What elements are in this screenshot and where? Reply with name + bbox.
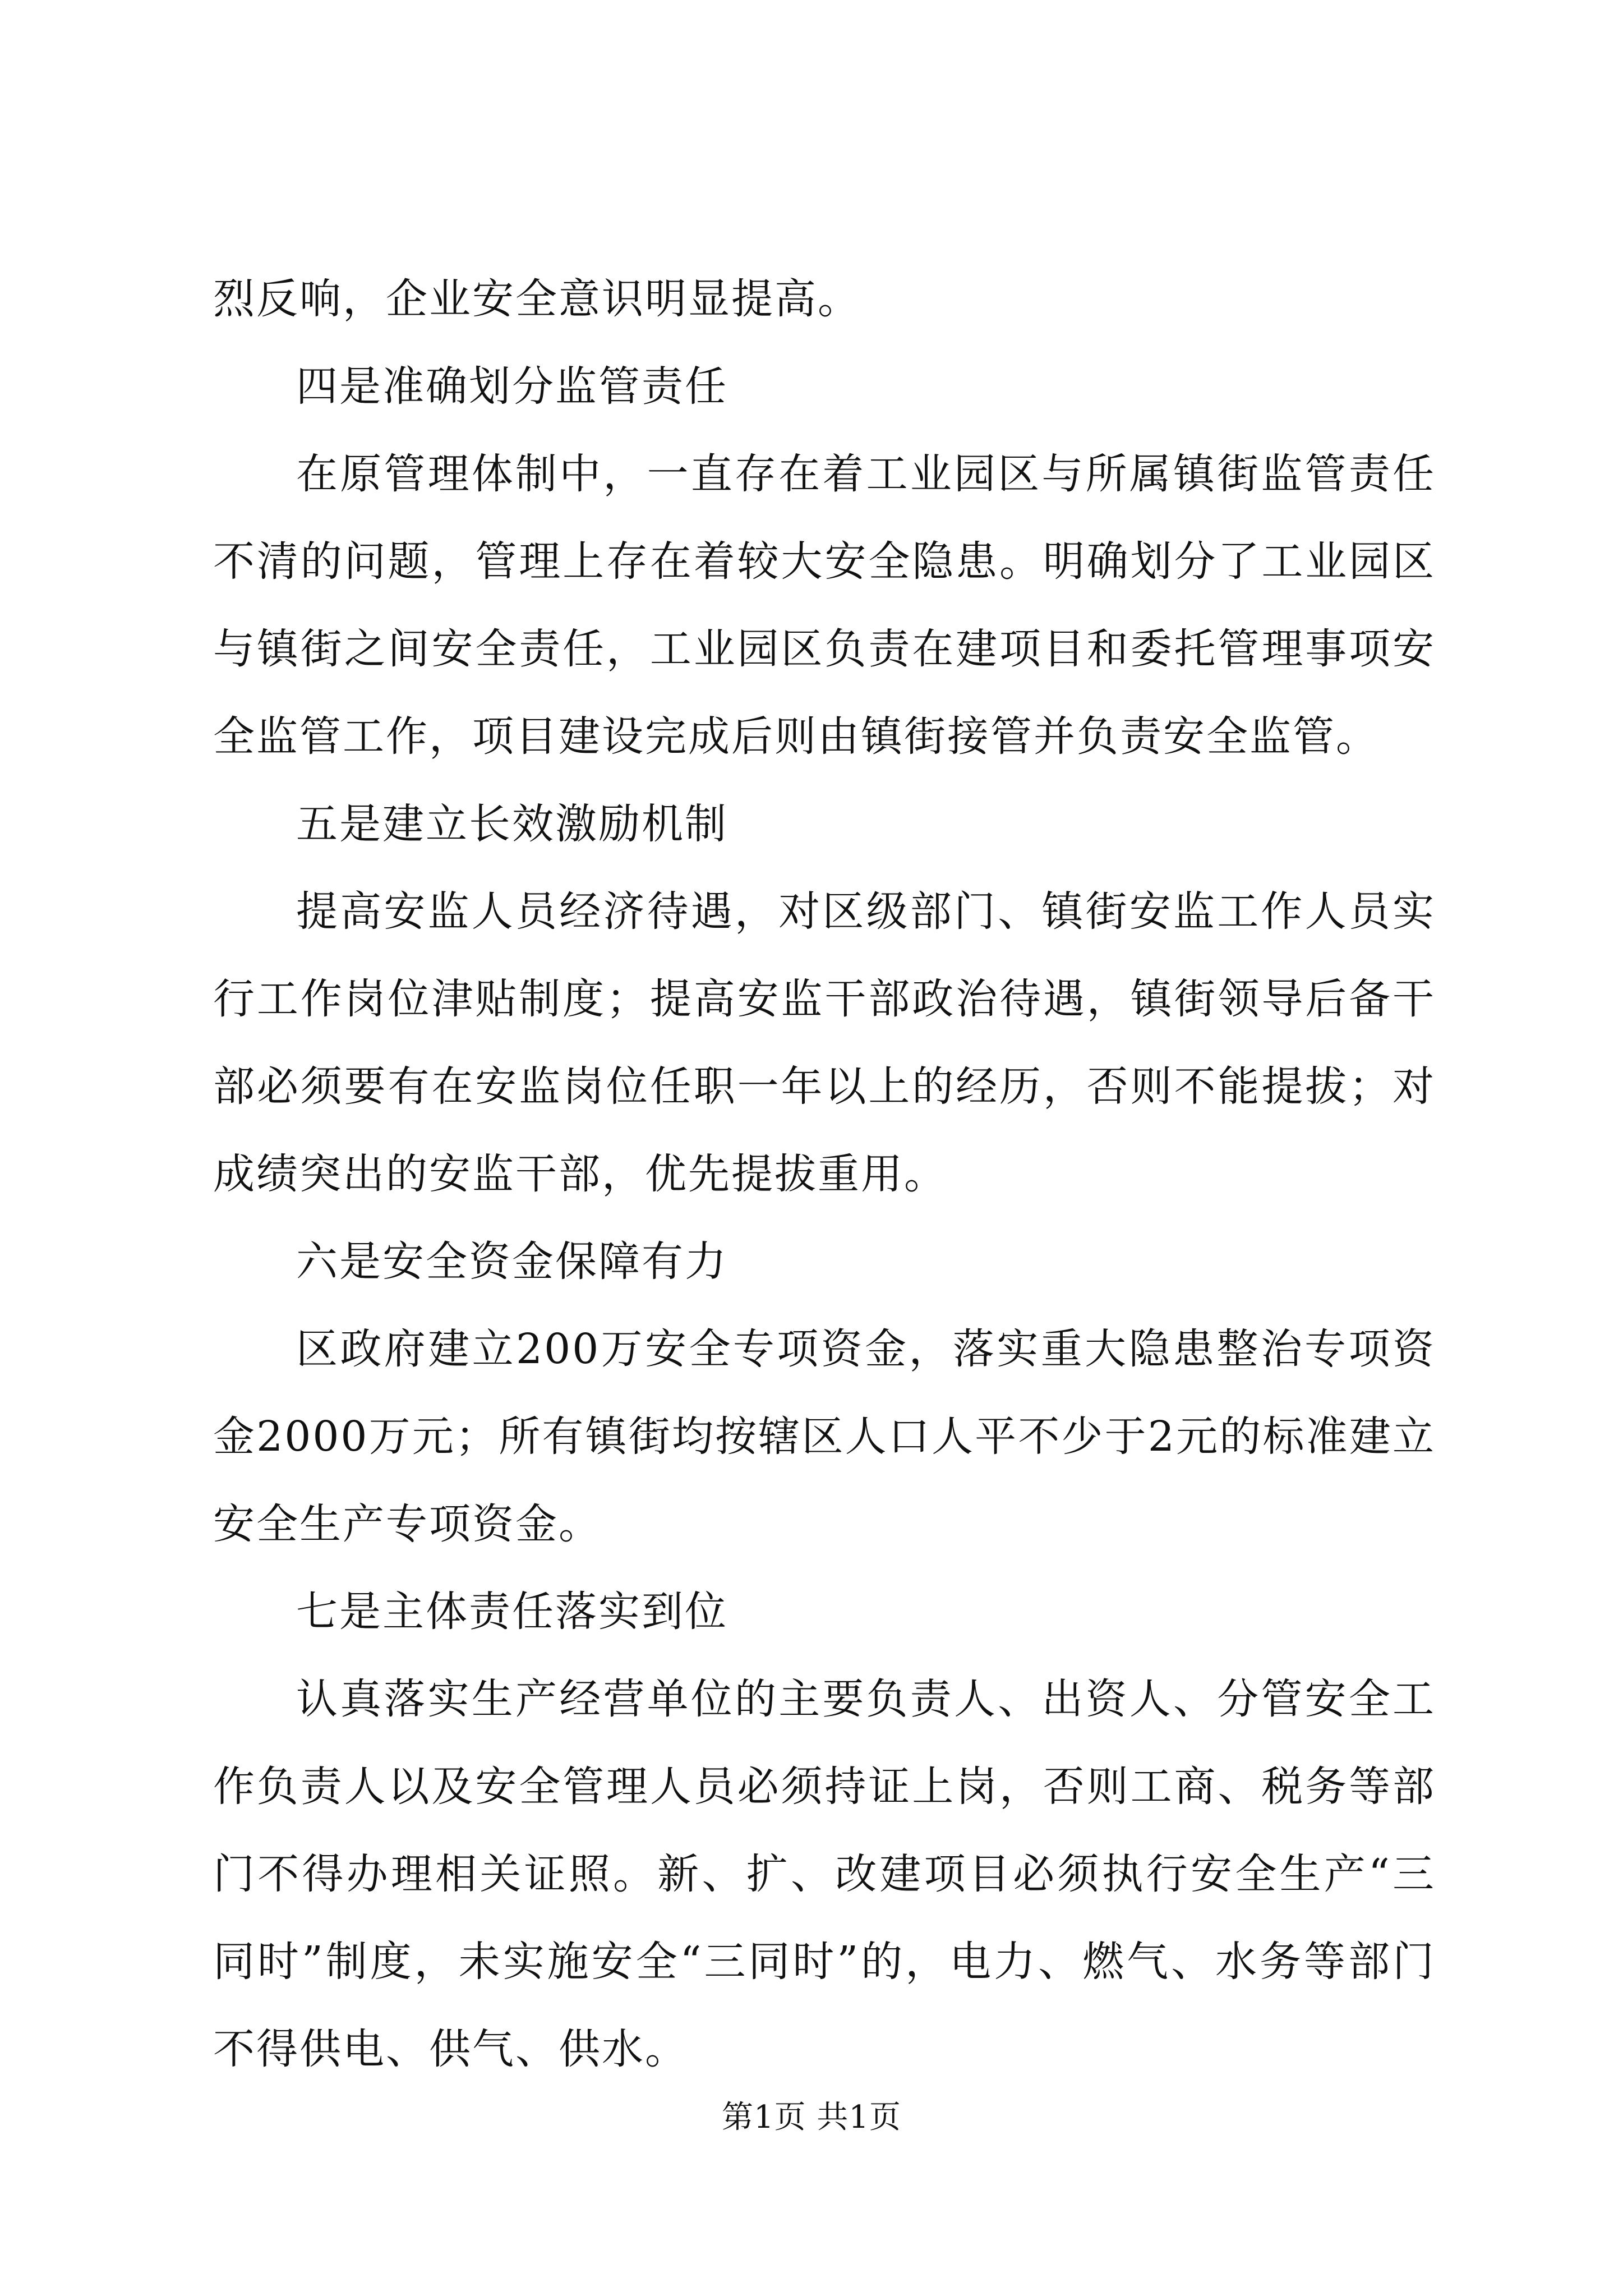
heading-four: 四是准确划分监管责任 [296, 362, 728, 411]
document-body [213, 255, 1436, 2093]
paragraph-incentive-mechanism: 提高安监人员经济待遇，对区级部门、镇街安监工作人员实行工作岗位津贴制度；提高安监干部政治待遇，镇街领导后备干部必须要有在安监岗位任职一年以上的经历，否则不能提拔；对成绩突出的安监干部，优先提拔重用。 [213, 887, 1436, 1198]
paragraph-continuation: 烈反响，企业安全意识明显提高。 [213, 275, 861, 323]
heading-seven: 七是主体责任落实到位 [296, 1588, 728, 1636]
paragraph-safety-funds: 区政府建立200万安全专项资金，落实重大隐患整治专项资金2000万元；所有镇街均按辖区人口人平不少于2元的标准建立安全生产专项资金。 [213, 1325, 1436, 1548]
paragraph-supervision-responsibility: 在原管理体制中，一直存在着工业园区与所属镇街监管责任不清的问题，管理上存在着较大安全隐患。明确划分了工业园区与镇街之间安全责任，工业园区负责在建项目和委托管理事项安全监管工作，项目建设完成后则由镇街接管并负责安全监管。 [213, 450, 1436, 761]
heading-six: 六是安全资金保障有力 [296, 1237, 728, 1286]
page-footer: 第1页 共1页 [721, 2099, 902, 2136]
heading-five: 五是建立长效激励机制 [296, 800, 728, 848]
paragraph-main-responsibility: 认真落实生产经营单位的主要负责人、出资人、分管安全工作负责人以及安全管理人员必须持证上岗，否则工商、税务等部门不得办理相关证照。新、扩、改建项目必须执行安全生产“三同时”制度，未实施安全“三同时”的，电力、燃气、水务等部门不得供电、供气、供水。 [213, 1675, 1436, 2073]
